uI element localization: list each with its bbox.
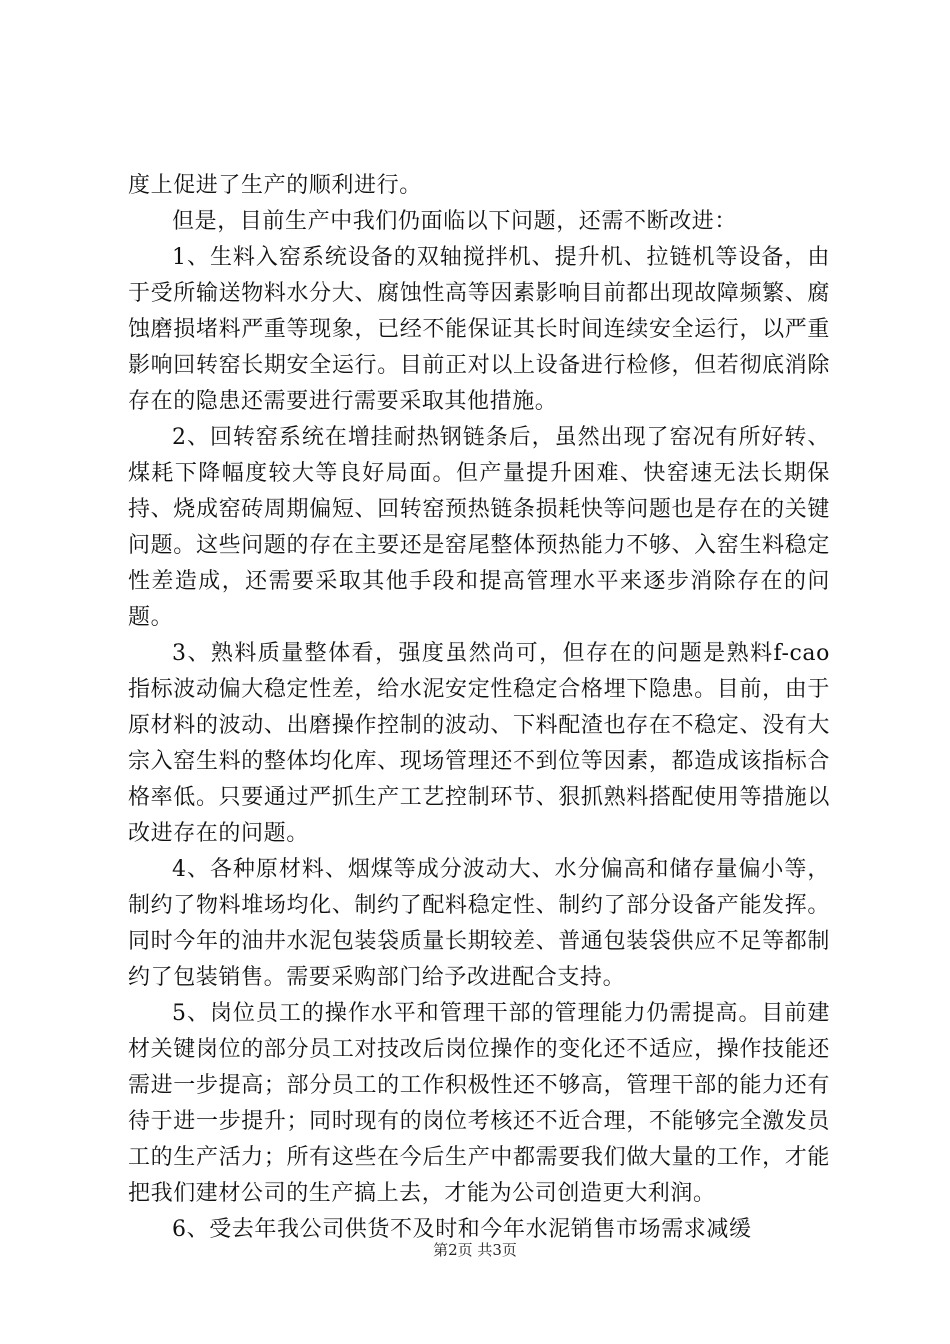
document-body xyxy=(128,168,830,1248)
paragraph-intro: 但是，目前生产中我们仍面临以下问题，还需不断改进： xyxy=(172,209,738,234)
paragraph-item-2: 2、回转窑系统在增挂耐热钢链条后，虽然出现了窑况有所好转、煤耗下降幅度较大等良好局面。但产量提升困难、快窑速无法长期保持、烧成窑砖周期偏短、回转窑预热链条损耗快等问题也是存在的关键问题。这些问题的存在主要还是窑尾整体预热能力不够、入窑生料稳定性差造成，还需要采取其他手段和提高管理水平来逐步消除存在的问题。 xyxy=(128,425,830,630)
paragraph-continuation: 度上促进了生产的顺利进行。 xyxy=(128,173,422,198)
page-number-footer: 第2页 共3页 xyxy=(433,1241,517,1259)
paragraph-item-4: 4、各种原材料、烟煤等成分波动大、水分偏高和储存量偏小等，制约了物料堆场均化、制约了配料稳定性、制约了部分设备产能发挥。同时今年的油井水泥包装袋质量长期较差、普通包装袋供应不足等都制约了包装销售。需要采购部门给予改进配合支持。 xyxy=(128,857,830,990)
paragraph-item-6: 6、受去年我公司供货不及时和今年水泥销售市场需求减缓 xyxy=(172,1217,752,1242)
paragraph-item-3: 3、熟料质量整体看，强度虽然尚可，但存在的问题是熟料f-cao指标波动偏大稳定性差，给水泥安定性稳定合格埋下隐患。目前，由于原材料的波动、出磨操作控制的波动、下料配渣也存在不稳定、没有大宗入窑生料的整体均化库、现场管理还不到位等因素，都造成该指标合格率低。只要通过严抓生产工艺控制环节、狠抓熟料搭配使用等措施以改进存在的问题。 xyxy=(128,641,830,846)
paragraph-item-1: 1、生料入窑系统设备的双轴搅拌机、提升机、拉链机等设备，由于受所输送物料水分大、腐蚀性高等因素影响目前都出现故障频繁、腐蚀磨损堵料严重等现象，已经不能保证其长时间连续安全运行，以严重影响回转窑长期安全运行。目前正对以上设备进行检修，但若彻底消除存在的隐患还需要进行需要采取其他措施。 xyxy=(128,245,830,414)
paragraph-item-5: 5、岗位员工的操作水平和管理干部的管理能力仍需提高。目前建材关键岗位的部分员工对技改后岗位操作的变化还不适应，操作技能还需进一步提高；部分员工的工作积极性还不够高，管理干部的能力还有待于进一步提升；同时现有的岗位考核还不近合理，不能够完全激发员工的生产活力；所有这些在今后生产中都需要我们做大量的工作，才能把我们建材公司的生产搞上去，才能为公司创造更大利润。 xyxy=(128,1001,830,1206)
